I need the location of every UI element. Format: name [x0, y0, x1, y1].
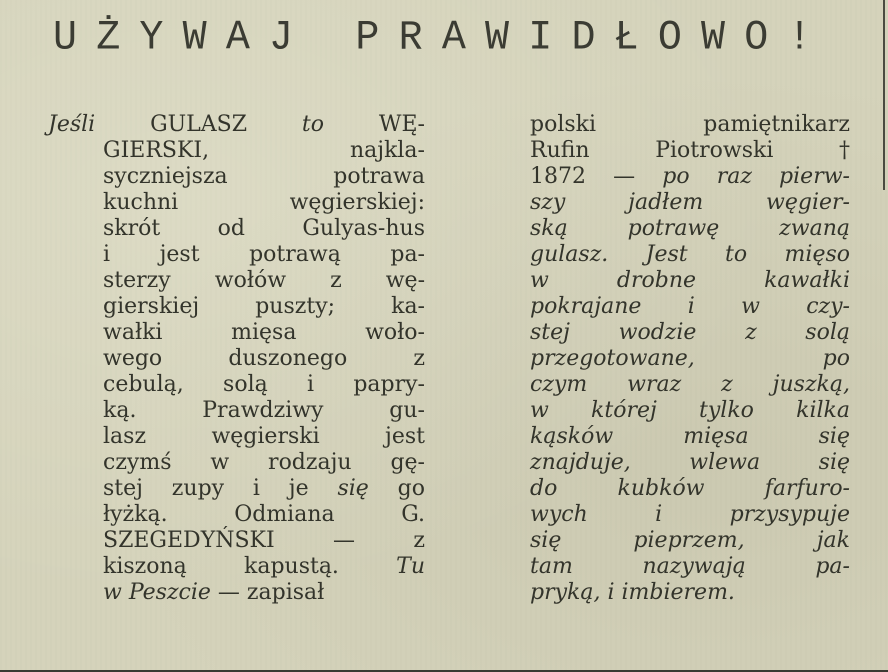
text-line — [103, 580, 425, 606]
text-run: stej zupy i je — [103, 476, 338, 501]
text-run: się — [337, 476, 369, 501]
text-run: do kubków farfuro- — [530, 476, 850, 501]
text-line — [530, 112, 850, 138]
text-line — [530, 372, 850, 398]
text-line — [530, 320, 850, 346]
text-line — [103, 320, 425, 346]
text-run: czym wraz z juszką, — [530, 372, 850, 397]
text-run: ską potrawę zwaną — [530, 216, 850, 241]
text-line — [103, 216, 425, 242]
text-run: ką. Prawdziwy gu- — [103, 398, 425, 423]
text-line — [103, 164, 425, 190]
text-run: GIERSKI, najkla- — [103, 138, 425, 163]
text-run: pokrajane i w czy- — [530, 294, 850, 319]
text-run: Jeśli — [48, 112, 96, 137]
text-line — [103, 502, 425, 528]
text-line — [530, 502, 850, 528]
text-run: Tu — [396, 554, 425, 579]
text-line — [103, 424, 425, 450]
text-line — [103, 294, 425, 320]
text-line — [530, 138, 850, 164]
text-line — [530, 580, 850, 606]
text-run: lasz węgierski jest — [103, 424, 425, 449]
text-line — [530, 424, 850, 450]
text-run: SZEGEDYŃSKI — z — [103, 528, 425, 553]
text-run: cebulą, solą i papry- — [103, 372, 425, 397]
text-run: pryką, i imbierem. — [530, 580, 735, 605]
text-run: 1872 — — [530, 164, 663, 189]
text-run: w której tylko kilka — [530, 398, 850, 423]
text-run: polski pamiętnikarz — [530, 112, 850, 137]
text-run: czymś w rodzaju gę- — [103, 450, 425, 475]
text-line — [530, 346, 850, 372]
text-run: się pieprzem, jak — [530, 528, 850, 553]
text-run: stej wodzie z solą — [530, 320, 850, 345]
text-run: WĘ- — [324, 112, 425, 137]
text-line — [103, 398, 425, 424]
text-run: to — [301, 112, 325, 137]
text-line — [530, 398, 850, 424]
text-run: wych i przysypuje — [530, 502, 850, 527]
text-line — [530, 294, 850, 320]
text-line — [530, 164, 850, 190]
text-line — [530, 242, 850, 268]
text-line — [530, 190, 850, 216]
article-title: UŻYWAJ PRAWIDŁOWO! — [53, 15, 831, 63]
text-line — [103, 554, 425, 580]
text-run: go — [368, 476, 425, 501]
article-column-right — [530, 112, 850, 606]
text-line — [103, 450, 425, 476]
text-run: tam nazywają pa- — [530, 554, 850, 579]
text-run: po raz pierw- — [662, 164, 850, 189]
text-run: w drobne kawałki — [530, 268, 850, 293]
text-line — [103, 528, 425, 554]
text-run: wego duszonego z — [103, 346, 425, 371]
text-line — [530, 554, 850, 580]
text-line — [103, 190, 425, 216]
text-run: kiszoną kapustą. — [103, 554, 397, 579]
text-line — [103, 242, 425, 268]
text-run: kąsków mięsa się — [530, 424, 850, 449]
text-run: kuchni węgierskiej: — [103, 190, 425, 215]
text-run: i jest potrawą pa- — [103, 242, 425, 267]
text-line — [103, 138, 425, 164]
text-run: gierskiej puszty; ka- — [103, 294, 425, 319]
text-line — [530, 268, 850, 294]
text-line — [103, 372, 425, 398]
text-line — [103, 268, 425, 294]
text-line — [530, 216, 850, 242]
text-run: GULASZ — [95, 112, 302, 137]
text-line — [530, 528, 850, 554]
text-line — [530, 450, 850, 476]
text-run: sterzy wołów z wę- — [103, 268, 425, 293]
text-run: przegotowane, po — [530, 346, 850, 371]
text-line — [48, 112, 425, 138]
text-run: szy jadłem węgier- — [530, 190, 850, 215]
text-run: skrót od Gulyas-hus — [103, 216, 425, 241]
page-edge-right — [883, 0, 885, 190]
text-line — [103, 476, 425, 502]
text-run: w Peszcie — [103, 580, 211, 605]
text-run: Rufin Piotrowski † — [530, 138, 850, 163]
text-run: — zapisał — [210, 580, 325, 605]
text-run: gulasz. Jest to mięso — [530, 242, 850, 267]
text-run: syczniejsza potrawa — [103, 164, 425, 189]
text-line — [530, 476, 850, 502]
text-run: znajduje, wlewa się — [530, 450, 850, 475]
text-run: wałki mięsa woło- — [103, 320, 425, 345]
article-column-left — [48, 112, 425, 606]
text-line — [103, 346, 425, 372]
text-run: łyżką. Odmiana G. — [103, 502, 425, 527]
